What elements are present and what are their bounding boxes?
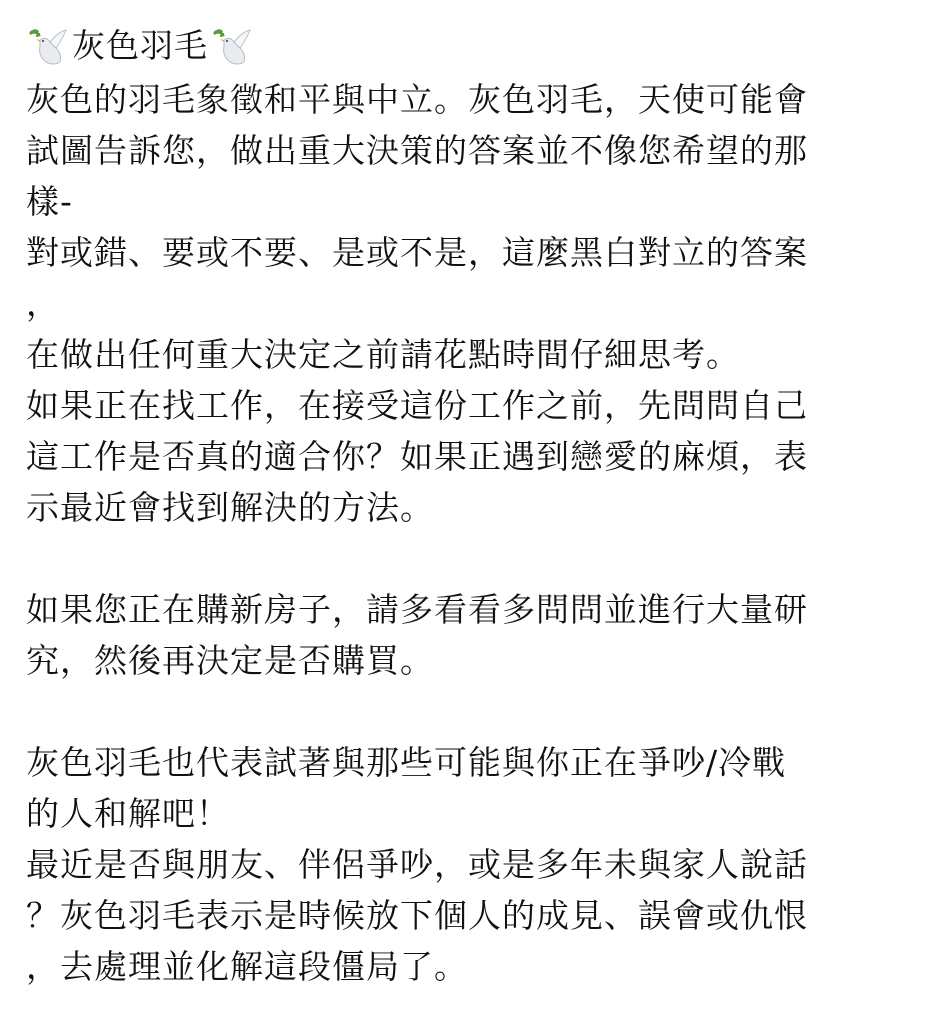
title-row — [26, 18, 926, 74]
text-line: 試圖告訴您，做出重大決策的答案並不像您希望的那 — [26, 131, 808, 170]
text-line: 在做出任何重大決定之前請花點時間仔細思考。 — [26, 335, 740, 374]
text-line: 如果正在找工作，在接受這份工作之前，先問問自己 — [26, 386, 808, 425]
text-line: 的人和解吧！ — [26, 794, 230, 833]
text-line: 對或錯、要或不要、是或不是，這麼黑白對立的答案 — [26, 233, 808, 272]
text-line: ， — [26, 284, 60, 323]
text-line: 最近是否與朋友、伴侶爭吵，或是多年未與家人說話 — [26, 845, 808, 884]
dove-icon — [210, 24, 252, 68]
blank-line — [26, 533, 926, 584]
text-line: 這工作是否真的適合你？如果正遇到戀愛的麻煩，表 — [26, 437, 808, 476]
blank-line — [26, 686, 926, 737]
text-line: 樣- — [26, 182, 73, 221]
text-line: 灰色的羽毛象徵和平與中立。灰色羽毛，天使可能會 — [26, 80, 808, 119]
text-line: 究，然後再決定是否購買。 — [26, 641, 434, 680]
dove-icon — [26, 24, 68, 68]
text-line: ，去處理並化解這段僵局了。 — [26, 947, 468, 986]
page-title: 灰色羽毛 — [72, 26, 208, 65]
text-line: 示最近會找到解決的方法。 — [26, 488, 434, 527]
text-line: 灰色羽毛也代表試著與那些可能與你正在爭吵/冷戰 — [26, 743, 787, 782]
message-body — [26, 18, 926, 992]
text-line: ？灰色羽毛表示是時候放下個人的成見、誤會或仇恨 — [26, 896, 808, 935]
text-line: 如果您正在購新房子，請多看看多問問並進行大量研 — [26, 590, 808, 629]
